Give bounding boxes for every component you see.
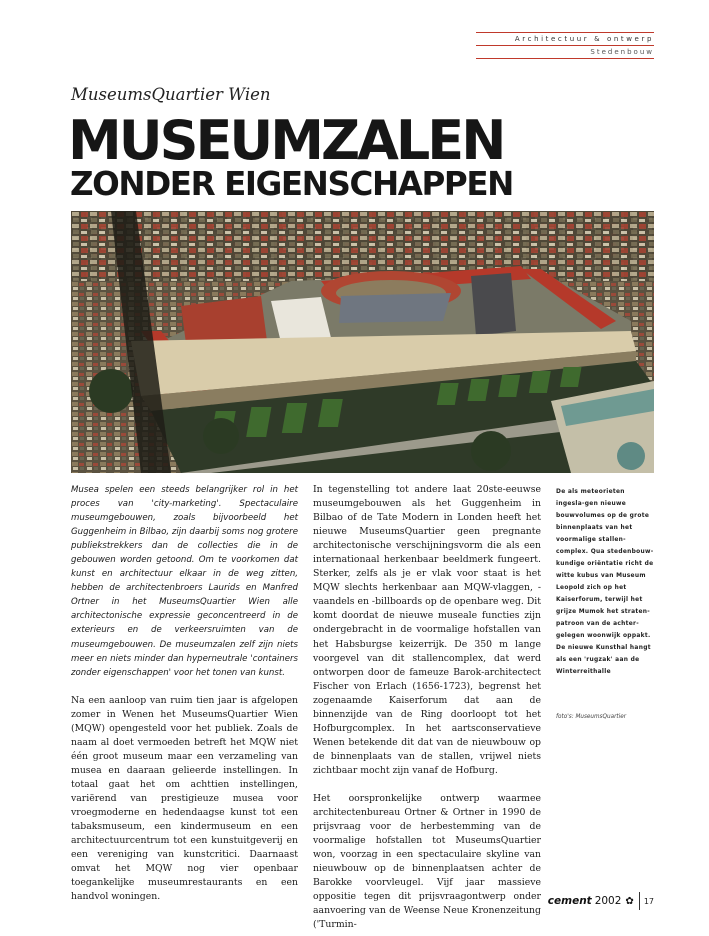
article-intro: Musea spelen een steeds belangrijker rol in het proces van 'city-marketing'. Spectaculaire museumgebouwen, zoals bijvoorbeeld het Guggenheim in Bilbao, zijn daarbij soms nog grotere publiekstrekkers dan de collecties die in de gebouwen worden getoond. Om te voorkomen dat kunst en architectuur elkaar in de weg zitten, hebben de architectenbroers Laurids en Manfred Ortner in het MuseumsQuartier Wien alle architectonische expressie geconcentreerd in de exterieurs en de verkeersruimten van de museumgebouwen. De museumzalen zelf zijn niets meer en niets minder dan hyperneutrale 'containers zonder eigenschappen' voor het tonen van kunst.: [71, 485, 298, 678]
photo-caption: De als meteorieten ingesla-gen nieuwe bouwvolumes op de grote binnenplaats van het voormalige stallen-complex. Qua stedenbouw-kundige oriëntatie richt de witte kubus van Museum Leopold zich op het Kaiserforum, terwijl het grijze Mumok het straten-patroon van de achter-gelegen woonwijk oppakt. De nieuwe Kunsthal hangt als een 'rugzak' aan de Winterreithalle: [556, 489, 654, 675]
header-rule-top: [476, 32, 654, 33]
article-column-1: [71, 483, 298, 904]
section-label: Architectuur & ontwerp: [514, 35, 654, 43]
article-column-2: [313, 483, 541, 932]
page-number: 17: [643, 896, 654, 906]
article-paragraph: Na een aanloop van ruim tien jaar is afgelopen zomer in Wenen het MuseumsQuartier Wien (MQW) opengesteld voor het publiek. Zoals de naam al doet vermoeden betreft het MQW niet één groot museum maar een verzameling van musea en daaraan gelieerde instellingen. In totaal gaat het om achttien instellingen, variërend van prestigieuze musea voor vroegmoderne en hedendaagse kunst tot een tabaksmuseum, een kindermuseum en een architectuurcentrum tot een kunstuitgeverij en een vereniging van kunstcritici. Daarnaast omvat het MQW nog vier openbaar toegankelijke museumrestaurants en een handvol woningen.: [71, 694, 298, 903]
photo-credit: foto's: MuseumsQuartier: [556, 714, 627, 720]
page-footer: [548, 892, 654, 910]
subsection-label: Stedenbouw: [590, 48, 654, 56]
footer-divider: [639, 892, 640, 910]
magazine-year: 2002: [594, 895, 622, 907]
flower-icon: ✿: [625, 895, 634, 907]
article-paragraph: Het oorspronkelijke ontwerp waarmee architectenbureau Ortner & Ortner in 1990 de prijsvraag voor de herbestemming van de voormalige hofstallen tot MuseumsQuartier won, voorzag in een spectaculaire skyline van nieuwbouw op de binnenplaatsen achter de Barokke voorvleugel. Vijf jaar massieve oppositie tegen dit prijsvraagontwerp onder aanvoering van de Weense Neue Kronenzeitung ('Turmin-: [313, 792, 541, 931]
article-kicker: MuseumsQuartier Wien: [71, 85, 271, 104]
header-rule-bottom: [476, 58, 654, 59]
article-subtitle: ZONDER EIGENSCHAPPEN: [70, 165, 513, 203]
aerial-photo: [71, 211, 654, 473]
magazine-name: cement: [547, 895, 592, 907]
header-rule-middle: [476, 45, 654, 46]
article-paragraph: In tegenstelling tot andere laat 20ste-eeuwse museumgebouwen als het Guggenheim in Bilbao of de Tate Modern in Londen heeft het nieuwe MuseumsQuartier geen pregnante architectonische verschijningsvorm die als een internationaal herkenbaar beeldmerk fungeert. Sterker, zelfs als je er vlak voor staat is het MQW slechts herkenbaar aan MQW-vlaggen, -vaandels en -billboards op de openbare weg. Dit komt doordat de nieuwe museale functies zijn ondergebracht in de voormalige hofstallen van het Habsburgse keizerrijk. De 350 m lange voorgevel van dit stallencomplex, dat werd ontworpen door de fameuze Barok-architectect Fischer von Erlach (1656-1723), begrenst het zogenaamde Kaiserforum dat aan de binnenzijde van de Ring doorloopt tot het Hofburgcomplex. In het aartsconservatieve Wenen betekende dit dat van de nieuwbouw op de binnenplaats van de stallen, vrijwel niets zichtbaar mocht zijn vanaf de Hofburg.: [313, 484, 541, 776]
article-title: MUSEUMZALEN: [68, 109, 504, 172]
